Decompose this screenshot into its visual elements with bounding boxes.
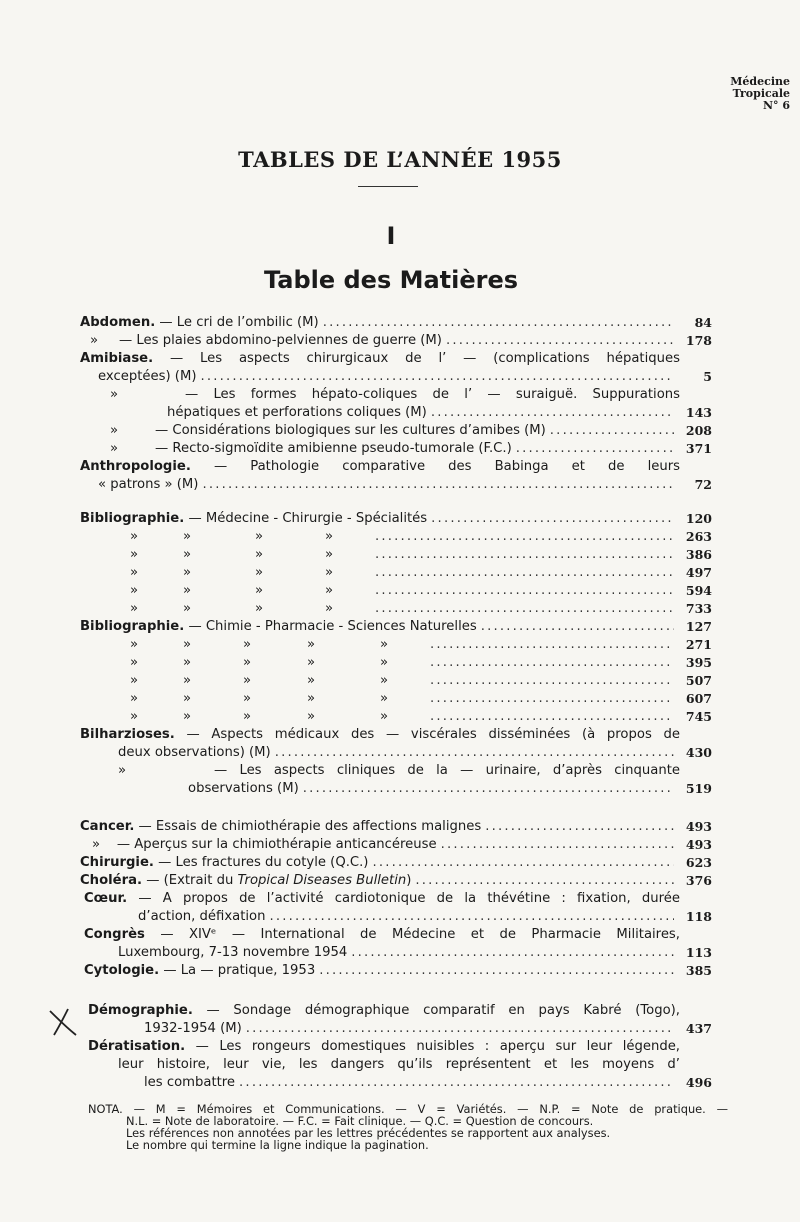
toc-entry-congres [80,926,712,962]
ditto-mark: » [183,565,192,580]
ditto-mark: » [255,583,264,598]
leader-dots [430,654,674,672]
leader-dots [550,422,674,440]
ditto-mark: » [380,673,389,688]
entry-text-line2: hépatiques et perforations coliques (M) [167,405,427,420]
page-number: 127 [685,619,712,634]
title-divider [358,186,418,187]
page-number: 371 [685,441,712,456]
entry-text-line1: — Aspects médicaux des — viscérales disséminées (à propos de [174,727,680,742]
toc-entry-bibliographie-chimie [80,618,712,636]
footnote-line-2: N.L. = Note de laboratoire. — F.C. = Fait clinique. — Q.C. = Question de concours. [126,1114,594,1128]
page-number: 263 [685,529,712,544]
leader-dots [246,1020,674,1038]
entry-heading: Anthropologie. [80,459,191,474]
entry-heading: Bibliographie. [80,619,185,634]
toc-entry-bilharzioses-2 [80,762,712,798]
journal-title: Tropical Diseases Bulletin [237,873,407,888]
entry-text: — Recto-sigmoïdite amibienne pseudo-tumorale (F.C.) [155,441,512,456]
ditto-mark: » [325,565,334,580]
leader-dots [375,546,674,564]
leader-dots [200,368,674,386]
page-number: 143 [685,405,712,420]
ditto-mark: » [243,709,252,724]
ditto-mark: » [307,637,316,652]
ditto-mark: » [130,655,139,670]
entry-text-line2: exceptées) (M) [98,369,197,384]
toc-entry-amibiase-4 [80,440,712,458]
page-number: 623 [685,855,712,870]
entry-text: — Aperçus sur la chimiothérapie anticancéreuse [116,837,437,852]
page-number: 493 [685,819,712,834]
ditto-mark: » [243,691,252,706]
page-number: 178 [685,333,712,348]
bibliographie-chimie-ditto-row [80,672,712,690]
ditto-mark: » [110,423,119,438]
ditto-mark: » [92,837,101,852]
entry-text: — La — pratique, 1953 [159,963,316,978]
entry-text: — Les plaies abdomino-pelviennes de guerre (M) [119,333,442,348]
page-number: 496 [685,1075,712,1090]
page-number: 607 [685,691,712,706]
bibliographie-chimie-ditto-row [80,690,712,708]
entry-heading: Choléra. [80,873,143,888]
toc-entry-coeur [80,890,712,926]
page-number: 733 [685,601,712,616]
toc-entry-cytologie [80,962,712,980]
page-number: 386 [685,547,712,562]
leader-dots [430,708,674,726]
ditto-mark: » [307,691,316,706]
ditto-mark: » [255,565,264,580]
entry-text: — Considérations biologiques sur les cultures d’amibes (M) [155,423,546,438]
page-number: 519 [685,781,712,796]
footnote-line-4: Le nombre qui termine la ligne indique la pagination. [126,1138,429,1152]
ditto-mark: » [255,547,264,562]
page-number: 497 [685,565,712,580]
toc-entry-amibiase-2 [80,386,712,422]
toc-entry-cholera [80,872,712,890]
entry-text: — Le cri de l’ombilic (M) [155,315,319,330]
bibliographie-chimie-ditto-rows [80,636,712,726]
entry-text-line2: Luxembourg, 7-13 novembre 1954 [118,945,348,960]
toc-entry-demographie [80,1002,712,1038]
entry-text-line2: leur histoire, leur vie, les dangers qu’ils représentent et les moyens d’ [118,1057,680,1072]
page-number: 430 [685,745,712,760]
leader-dots [431,404,674,422]
ditto-mark: » [183,655,192,670]
leader-dots [431,510,674,528]
ditto-mark: » [130,547,139,562]
leader-dots [516,440,674,458]
ditto-mark: » [183,637,192,652]
entry-heading: Démographie. [88,1003,193,1018]
toc-entry-cancer-1 [80,818,712,836]
toc-entry-chirurgie [80,854,712,872]
ditto-mark: » [325,529,334,544]
ditto-mark: » [118,763,127,778]
entry-text: — Médecine - Chirurgie - Spécialités [184,511,428,526]
ditto-mark: » [130,709,139,724]
ditto-mark: » [325,601,334,616]
footnote-line-3: Les références non annotées par les lettres précédentes se rapportent aux analyses. [126,1126,611,1140]
ditto-mark: » [130,637,139,652]
bibliographie-chimie-ditto-row [80,636,712,654]
bibliographie-medecine-ditto-row [80,564,712,582]
leader-dots [415,872,674,890]
leader-dots [269,908,674,926]
ditto-mark: » [110,441,119,456]
entry-text-line3: les combattre [144,1075,236,1090]
ditto-mark: » [183,673,192,688]
ditto-mark: » [380,691,389,706]
entry-text: — Les fractures du cotyle (Q.C.) [153,855,369,870]
ditto-mark: » [243,637,252,652]
entry-heading: Abdomen. [80,315,156,330]
entry-heading: Cœur. [84,891,128,906]
ditto-mark: » [183,583,192,598]
section-title: Table des Matières [263,266,519,294]
entry-text-line1: — Les rongeurs domestiques nuisibles : aperçu sur leur légende, [185,1039,680,1054]
page-number: 72 [694,477,712,492]
leader-dots [375,528,674,546]
entry-text-line2: 1932-1954 (M) [144,1021,242,1036]
leader-dots [430,636,674,654]
ditto-mark: » [243,673,252,688]
ditto-mark: » [130,583,139,598]
toc-entry-bilharzioses-1 [80,726,712,762]
entry-text-line1: — Les formes hépato-coliques de l’ — suraiguë. Suppurations [185,387,680,402]
page-number: 507 [685,673,712,688]
entry-text-line1: — A propos de l’activité cardiotonique de la thévétine : fixation, durée [127,891,680,906]
ditto-mark: » [130,565,139,580]
entry-heading: Dératisation. [88,1039,186,1054]
journal-corner-label [730,76,790,112]
toc-entry-cancer-2 [80,836,712,854]
bibliographie-chimie-ditto-row [80,654,712,672]
leader-dots [441,836,674,854]
entry-text-end: ) [406,873,412,888]
toc-entry-amibiase-1 [80,350,712,386]
bibliographie-medecine-ditto-row [80,600,712,618]
ditto-mark: » [183,709,192,724]
page-number: 745 [685,709,712,724]
leader-dots [351,944,674,962]
entry-heading: Cancer. [80,819,135,834]
leader-dots [319,962,674,980]
page-number: 271 [685,637,712,652]
leader-dots [239,1074,674,1092]
ditto-mark: » [130,529,139,544]
page-number: 118 [685,909,712,924]
ditto-mark: » [255,601,264,616]
entry-text-line1: — Sondage démographique comparatif en pays Kabré (Togo), [192,1003,680,1018]
ditto-mark: » [380,637,389,652]
toc-entry-deratisation [80,1038,712,1092]
entry-heading: Amibiase. [80,351,154,366]
toc-entry-amibiase-3 [80,422,712,440]
ditto-mark: » [130,673,139,688]
entry-text-line2: d’action, défixation [138,909,266,924]
page-number: 84 [694,315,712,330]
page-number: 120 [685,511,712,526]
ditto-mark: » [380,709,389,724]
entry-text-line2: observations (M) [188,781,299,796]
ditto-mark: » [110,387,119,402]
ditto-mark: » [183,529,192,544]
bibliographie-medecine-ditto-rows [80,528,712,618]
ditto-mark: » [255,529,264,544]
entry-heading: Bibliographie. [80,511,185,526]
ditto-mark: » [307,673,316,688]
toc-entry-bibliographie-medecine [80,510,712,528]
toc-entry-abdomen-2 [80,332,712,350]
ditto-mark: » [325,583,334,598]
toc-entry-abdomen-1 [80,314,712,332]
entry-text: — (Extrait du [142,873,238,888]
leader-dots [375,600,674,618]
ditto-mark: » [183,547,192,562]
leader-dots [275,744,674,762]
footnote [88,1103,728,1151]
table-of-contents [80,314,712,1092]
page-number: 437 [685,1021,712,1036]
page-title: TABLES DE L’ANNÉE 1955 [238,147,562,172]
leader-dots [372,854,674,872]
leader-dots [375,564,674,582]
ditto-mark: » [380,655,389,670]
page-number: 385 [685,963,712,978]
ditto-mark: » [90,333,99,348]
entry-text-line2: « patrons » (M) [98,477,199,492]
entry-heading: Congrès [84,927,145,942]
footnote-line-1: NOTA. — M = Mémoires et Communications. — V = Variétés. — N.P. = Note de pratique. — [88,1102,728,1116]
entry-heading: Chirurgie. [80,855,154,870]
corner-line-1: Médecine [730,75,790,88]
leader-dots [446,332,674,350]
section-number: I [386,222,396,250]
ditto-mark: » [183,691,192,706]
entry-heading: Bilharzioses. [80,727,175,742]
entry-heading: Cytologie. [84,963,160,978]
handwritten-x-mark [46,1005,80,1039]
entry-text: — Chimie - Pharmacie - Sciences Naturelles [184,619,477,634]
page-number: 594 [685,583,712,598]
ditto-mark: » [307,655,316,670]
bibliographie-medecine-ditto-row [80,582,712,600]
entry-text-line1: — Pathologie comparative des Babinga et de leurs [190,459,680,474]
ditto-mark: » [307,709,316,724]
entry-text: — Essais de chimiothérapie des affections malignes [134,819,482,834]
bibliographie-medecine-ditto-row [80,528,712,546]
ditto-mark: » [130,601,139,616]
leader-dots [430,690,674,708]
ditto-mark: » [183,601,192,616]
leader-dots [375,582,674,600]
page-number: 5 [703,369,712,384]
page-number: 493 [685,837,712,852]
page-number: 113 [685,945,712,960]
ditto-mark: » [325,547,334,562]
entry-text-line1: — Les aspects cliniques de la — urinaire, d’après cinquante [214,763,680,778]
page-number: 395 [685,655,712,670]
page-number: 376 [685,873,712,888]
entry-text-line1: — Les aspects chirurgicaux de l’ — (complications hépatiques [153,351,680,366]
leader-dots [303,780,674,798]
corner-line-3: N° 6 [762,99,790,112]
corner-line-2: Tropicale [732,87,790,100]
toc-entry-anthropologie [80,458,712,494]
leader-dots [430,672,674,690]
ditto-mark: » [130,691,139,706]
leader-dots [481,618,674,636]
page-number: 208 [685,423,712,438]
leader-dots [485,818,674,836]
entry-text-line2: deux observations) (M) [118,745,271,760]
leader-dots [323,314,674,332]
bibliographie-medecine-ditto-row [80,546,712,564]
ditto-mark: » [243,655,252,670]
leader-dots [202,476,674,494]
entry-text-line1: — XIVᵉ — International de Médecine et de Pharmacie Militaires, [144,927,680,942]
bibliographie-chimie-ditto-row [80,708,712,726]
